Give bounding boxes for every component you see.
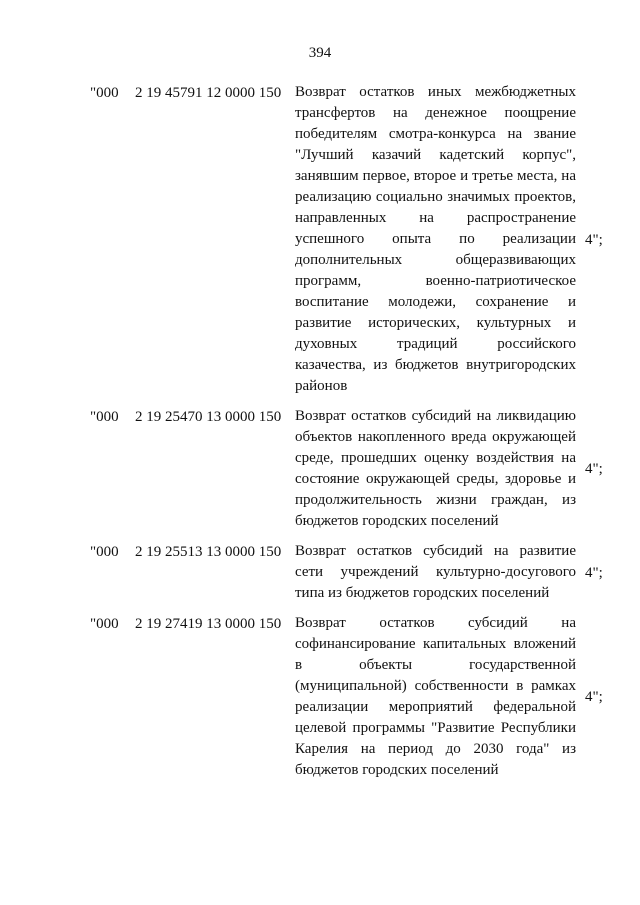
entry-description: Возврат остатков субсидий на развитие сети учреждений культурно-досугового типа из бюджетов городских поселений [295, 543, 576, 601]
entry-suffix: 4"; [585, 564, 603, 581]
entry-code: "000 [90, 85, 119, 101]
budget-entry [0, 406, 640, 532]
budget-entry [0, 613, 640, 781]
entry-kbk: 2 19 25470 13 0000 150 [135, 409, 282, 425]
entry-description: Возврат остатков иных межбюджетных трансфертов на денежное поощрение победителям смотра-конкурса на звание "Лучший казачий кадетский корпус", занявшим первое, второе и третье места, на реализацию социально значимых проектов, направленных на распространение успешного опыта по реализации дополнительных общеразвивающих программ, военно-патриотическое воспитание молодежи, сохранение и развитие исторических, культурных и духовных традиций российского казачества, из бюджетов внутригородских районов [295, 84, 576, 394]
entry-kbk: 2 19 45791 12 0000 150 [135, 85, 282, 101]
entry-code: "000 [90, 616, 119, 632]
entry-description: Возврат остатков субсидий на ликвидацию объектов накопленного вреда окружающей среде, прошедших оценку воздействия на состояние окружающей среды, здоровье и продолжительность жизни граждан, из бюджетов городских поселений [295, 408, 576, 529]
entry-suffix: 4"; [585, 231, 603, 248]
entry-code: "000 [90, 409, 119, 425]
budget-code-list [0, 82, 640, 781]
budget-entry [0, 82, 640, 397]
entry-suffix: 4"; [585, 689, 603, 705]
budget-entry [0, 541, 640, 604]
page-number: 394 [308, 45, 332, 61]
entry-suffix: 4"; [585, 461, 603, 477]
entry-kbk: 2 19 27419 13 0000 150 [135, 616, 282, 632]
entry-kbk: 2 19 25513 13 0000 150 [135, 544, 282, 560]
entry-code: "000 [90, 544, 119, 560]
entry-description: Возврат остатков субсидий на софинансирование капитальных вложений в объекты государственной (муниципальной) собственности в рамках реализации мероприятий федеральной целевой программы "Развитие Республики Карелия на период до 2030 года" из бюджетов городских поселений [295, 615, 576, 778]
